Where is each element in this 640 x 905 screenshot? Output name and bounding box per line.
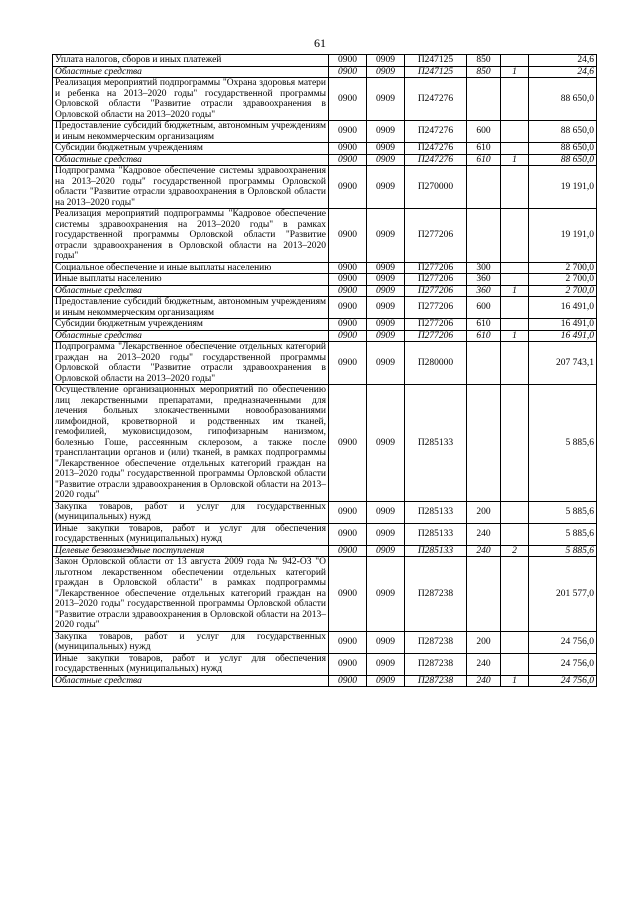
target-article-cell: П277206 — [405, 274, 467, 286]
table-row — [53, 501, 597, 523]
subsection-code-cell: 0909 — [367, 143, 405, 155]
table-row — [53, 154, 597, 166]
expense-type-cell: 240 — [467, 675, 501, 687]
expense-name-cell: Областные средства — [53, 285, 329, 297]
expense-type-cell — [467, 385, 501, 502]
target-article-cell: П270000 — [405, 166, 467, 209]
funding-source-cell — [501, 631, 529, 653]
subsection-code-cell: 0909 — [367, 631, 405, 653]
expense-type-cell — [467, 557, 501, 632]
table-row — [53, 166, 597, 209]
subsection-code-cell: 0909 — [367, 330, 405, 342]
section-code-cell: 0900 — [329, 121, 367, 143]
funding-source-cell: 1 — [501, 675, 529, 687]
section-code-cell: 0900 — [329, 319, 367, 331]
target-article-cell: П285133 — [405, 501, 467, 523]
target-article-cell: П277206 — [405, 319, 467, 331]
funding-source-cell — [501, 166, 529, 209]
target-article-cell: П287238 — [405, 653, 467, 675]
target-article-cell: П247276 — [405, 78, 467, 121]
subsection-code-cell: 0909 — [367, 297, 405, 319]
subsection-code-cell: 0909 — [367, 557, 405, 632]
section-code-cell: 0900 — [329, 385, 367, 502]
expense-name-cell: Реализация мероприятий подпрограммы "Охрана здоровья матери и ребенка на 2013–2020 годы" государственной программы Орловской области "Развитие отрасли здравоохранения в Орловской области на 2013–2020 годы" — [53, 78, 329, 121]
target-article-cell: П285133 — [405, 523, 467, 545]
table-row — [53, 523, 597, 545]
table-row — [53, 262, 597, 274]
expense-type-cell: 850 — [467, 66, 501, 78]
subsection-code-cell: 0909 — [367, 262, 405, 274]
amount-cell: 88 650,0 — [529, 78, 597, 121]
table-row — [53, 557, 597, 632]
section-code-cell: 0900 — [329, 675, 367, 687]
section-code-cell: 0900 — [329, 631, 367, 653]
target-article-cell: П247125 — [405, 66, 467, 78]
table-row — [53, 121, 597, 143]
expense-type-cell: 200 — [467, 501, 501, 523]
amount-cell: 24 756,0 — [529, 675, 597, 687]
expense-name-cell: Предоставление субсидий бюджетным, автономным учреждениям и иным некоммерческим организациям — [53, 297, 329, 319]
expense-type-cell: 610 — [467, 143, 501, 155]
funding-source-cell — [501, 297, 529, 319]
funding-source-cell — [501, 501, 529, 523]
target-article-cell: П277206 — [405, 297, 467, 319]
amount-cell: 19 191,0 — [529, 209, 597, 263]
budget-table — [52, 54, 597, 687]
funding-source-cell — [501, 121, 529, 143]
funding-source-cell — [501, 319, 529, 331]
amount-cell: 24,6 — [529, 55, 597, 67]
table-row — [53, 55, 597, 67]
funding-source-cell — [501, 557, 529, 632]
expense-name-cell: Уплата налогов, сборов и иных платежей — [53, 55, 329, 67]
amount-cell: 16 491,0 — [529, 319, 597, 331]
expense-type-cell: 610 — [467, 330, 501, 342]
expense-name-cell: Иные закупки товаров, работ и услуг для обеспечения государственных (муниципальных) нужд — [53, 653, 329, 675]
expense-name-cell: Подпрограмма "Лекарственное обеспечение отдельных категорий граждан на 2013–2020 годы" государственной программы Орловской области "Развитие отрасли здравоохранения в Орловской области на 2013–2020 годы" — [53, 342, 329, 385]
table-row — [53, 319, 597, 331]
section-code-cell: 0900 — [329, 523, 367, 545]
table-row — [53, 675, 597, 687]
page-number: 61 — [314, 36, 326, 50]
amount-cell: 201 577,0 — [529, 557, 597, 632]
expense-type-cell: 360 — [467, 285, 501, 297]
subsection-code-cell: 0909 — [367, 154, 405, 166]
expense-type-cell: 360 — [467, 274, 501, 286]
expense-name-cell: Закон Орловской области от 13 августа 2009 года № 942-ОЗ "О льготном лекарственном обеспечении отдельных категорий граждан в Орловской области" в рамках подпрограммы "Лекарственное обеспечение отдельных категорий граждан на 2013–2020 годы" государственной программы Орловской области "Развитие отрасли здравоохранения в Орловской области на 2013–2020 годы" — [53, 557, 329, 632]
target-article-cell: П277206 — [405, 285, 467, 297]
section-code-cell: 0900 — [329, 285, 367, 297]
expense-type-cell: 610 — [467, 154, 501, 166]
funding-source-cell — [501, 653, 529, 675]
section-code-cell: 0900 — [329, 66, 367, 78]
funding-source-cell — [501, 385, 529, 502]
expense-type-cell — [467, 209, 501, 263]
table-row — [53, 143, 597, 155]
expense-name-cell: Иные закупки товаров, работ и услуг для обеспечения государственных (муниципальных) нужд — [53, 523, 329, 545]
expense-type-cell: 610 — [467, 319, 501, 331]
table-row — [53, 545, 597, 557]
expense-name-cell: Областные средства — [53, 66, 329, 78]
section-code-cell: 0900 — [329, 78, 367, 121]
subsection-code-cell: 0909 — [367, 55, 405, 67]
section-code-cell: 0900 — [329, 501, 367, 523]
funding-source-cell — [501, 78, 529, 121]
amount-cell: 5 885,6 — [529, 545, 597, 557]
expense-type-cell — [467, 342, 501, 385]
target-article-cell: П247276 — [405, 121, 467, 143]
budget-table-body — [53, 55, 597, 687]
expense-type-cell: 240 — [467, 545, 501, 557]
subsection-code-cell: 0909 — [367, 523, 405, 545]
subsection-code-cell: 0909 — [367, 78, 405, 121]
expense-type-cell: 600 — [467, 297, 501, 319]
amount-cell: 88 650,0 — [529, 143, 597, 155]
expense-name-cell: Закупка товаров, работ и услуг для государственных (муниципальных) нужд — [53, 501, 329, 523]
target-article-cell: П277206 — [405, 209, 467, 263]
amount-cell: 19 191,0 — [529, 166, 597, 209]
expense-name-cell: Реализация мероприятий подпрограммы "Кадровое обеспечение системы здравоохранения на 2013–2020 годы" в рамках государственной программы Орловской области "Развитие отрасли здравоохранения в Орловской области на 2013–2020 годы" — [53, 209, 329, 263]
table-row — [53, 78, 597, 121]
amount-cell: 5 885,6 — [529, 501, 597, 523]
expense-name-cell: Предоставление субсидий бюджетным, автономным учреждениям и иным некоммерческим организациям — [53, 121, 329, 143]
subsection-code-cell: 0909 — [367, 501, 405, 523]
funding-source-cell: 1 — [501, 154, 529, 166]
section-code-cell: 0900 — [329, 209, 367, 263]
section-code-cell: 0900 — [329, 330, 367, 342]
target-article-cell: П277206 — [405, 330, 467, 342]
table-row — [53, 385, 597, 502]
section-code-cell: 0900 — [329, 143, 367, 155]
section-code-cell: 0900 — [329, 342, 367, 385]
amount-cell: 5 885,6 — [529, 523, 597, 545]
section-code-cell: 0900 — [329, 154, 367, 166]
funding-source-cell — [501, 523, 529, 545]
subsection-code-cell: 0909 — [367, 121, 405, 143]
section-code-cell: 0900 — [329, 545, 367, 557]
expense-name-cell: Областные средства — [53, 154, 329, 166]
amount-cell: 24 756,0 — [529, 653, 597, 675]
funding-source-cell — [501, 55, 529, 67]
subsection-code-cell: 0909 — [367, 385, 405, 502]
amount-cell: 5 885,6 — [529, 385, 597, 502]
target-article-cell: П287238 — [405, 557, 467, 632]
amount-cell: 88 650,0 — [529, 121, 597, 143]
amount-cell: 16 491,0 — [529, 297, 597, 319]
table-row — [53, 209, 597, 263]
target-article-cell: П287238 — [405, 631, 467, 653]
section-code-cell: 0900 — [329, 166, 367, 209]
target-article-cell: П247276 — [405, 154, 467, 166]
subsection-code-cell: 0909 — [367, 274, 405, 286]
expense-name-cell: Иные выплаты населению — [53, 274, 329, 286]
funding-source-cell — [501, 342, 529, 385]
subsection-code-cell: 0909 — [367, 342, 405, 385]
table-row — [53, 274, 597, 286]
target-article-cell: П277206 — [405, 262, 467, 274]
target-article-cell: П280000 — [405, 342, 467, 385]
expense-type-cell: 300 — [467, 262, 501, 274]
expense-type-cell: 240 — [467, 523, 501, 545]
section-code-cell: 0900 — [329, 653, 367, 675]
expense-name-cell: Субсидии бюджетным учреждениям — [53, 319, 329, 331]
amount-cell: 16 491,0 — [529, 330, 597, 342]
amount-cell: 207 743,1 — [529, 342, 597, 385]
subsection-code-cell: 0909 — [367, 166, 405, 209]
table-row — [53, 330, 597, 342]
target-article-cell: П287238 — [405, 675, 467, 687]
expense-name-cell: Подпрограмма "Кадровое обеспечение системы здравоохранения на 2013–2020 годы" государственной программы Орловской области "Развитие отрасли здравоохранения в Орловской области на 2013–2020 годы" — [53, 166, 329, 209]
subsection-code-cell: 0909 — [367, 66, 405, 78]
expense-name-cell: Целевые безвозмездные поступления — [53, 545, 329, 557]
table-row — [53, 285, 597, 297]
funding-source-cell — [501, 274, 529, 286]
expense-type-cell — [467, 78, 501, 121]
table-row — [53, 66, 597, 78]
amount-cell: 2 700,0 — [529, 262, 597, 274]
expense-name-cell: Социальное обеспечение и иные выплаты населению — [53, 262, 329, 274]
subsection-code-cell: 0909 — [367, 675, 405, 687]
expense-type-cell — [467, 166, 501, 209]
section-code-cell: 0900 — [329, 274, 367, 286]
target-article-cell: П285133 — [405, 545, 467, 557]
expense-type-cell: 850 — [467, 55, 501, 67]
section-code-cell: 0900 — [329, 262, 367, 274]
table-row — [53, 342, 597, 385]
target-article-cell: П247276 — [405, 143, 467, 155]
table-row — [53, 297, 597, 319]
section-code-cell: 0900 — [329, 297, 367, 319]
expense-type-cell: 240 — [467, 653, 501, 675]
expense-name-cell: Областные средства — [53, 675, 329, 687]
table-row — [53, 653, 597, 675]
target-article-cell: П285133 — [405, 385, 467, 502]
expense-name-cell: Закупка товаров, работ и услуг для государственных (муниципальных) нужд — [53, 631, 329, 653]
funding-source-cell: 1 — [501, 285, 529, 297]
expense-name-cell: Субсидии бюджетным учреждениям — [53, 143, 329, 155]
section-code-cell: 0900 — [329, 557, 367, 632]
funding-source-cell: 1 — [501, 66, 529, 78]
amount-cell: 24 756,0 — [529, 631, 597, 653]
subsection-code-cell: 0909 — [367, 209, 405, 263]
amount-cell: 2 700,0 — [529, 285, 597, 297]
amount-cell: 24,6 — [529, 66, 597, 78]
expense-name-cell: Областные средства — [53, 330, 329, 342]
funding-source-cell — [501, 262, 529, 274]
amount-cell: 2 700,0 — [529, 274, 597, 286]
expense-type-cell: 600 — [467, 121, 501, 143]
expense-type-cell: 200 — [467, 631, 501, 653]
expense-name-cell: Осуществление организационных мероприятий по обеспечению лиц лекарственными препаратами, предназначенными для лечения больных злокачественными новообразованиями лимфоидной, кроветворной и родственных им тканей, гемофилией, муковисцидозом, гипофизарным нанизмом, болезнью Гоше, рассеянным склерозом, а также после трансплантации органов и (или) тканей, в рамках подпрограммы "Лекарственное обеспечение отдельных категорий граждан на 2013–2020 годы" государственной программы Орловской области "Развитие отрасли здравоохранения в Орловской области на 2013–2020 годы" — [53, 385, 329, 502]
funding-source-cell: 1 — [501, 330, 529, 342]
table-row — [53, 631, 597, 653]
subsection-code-cell: 0909 — [367, 319, 405, 331]
subsection-code-cell: 0909 — [367, 653, 405, 675]
section-code-cell: 0900 — [329, 55, 367, 67]
funding-source-cell: 2 — [501, 545, 529, 557]
target-article-cell: П247125 — [405, 55, 467, 67]
funding-source-cell — [501, 209, 529, 263]
subsection-code-cell: 0909 — [367, 285, 405, 297]
funding-source-cell — [501, 143, 529, 155]
amount-cell: 88 650,0 — [529, 154, 597, 166]
subsection-code-cell: 0909 — [367, 545, 405, 557]
